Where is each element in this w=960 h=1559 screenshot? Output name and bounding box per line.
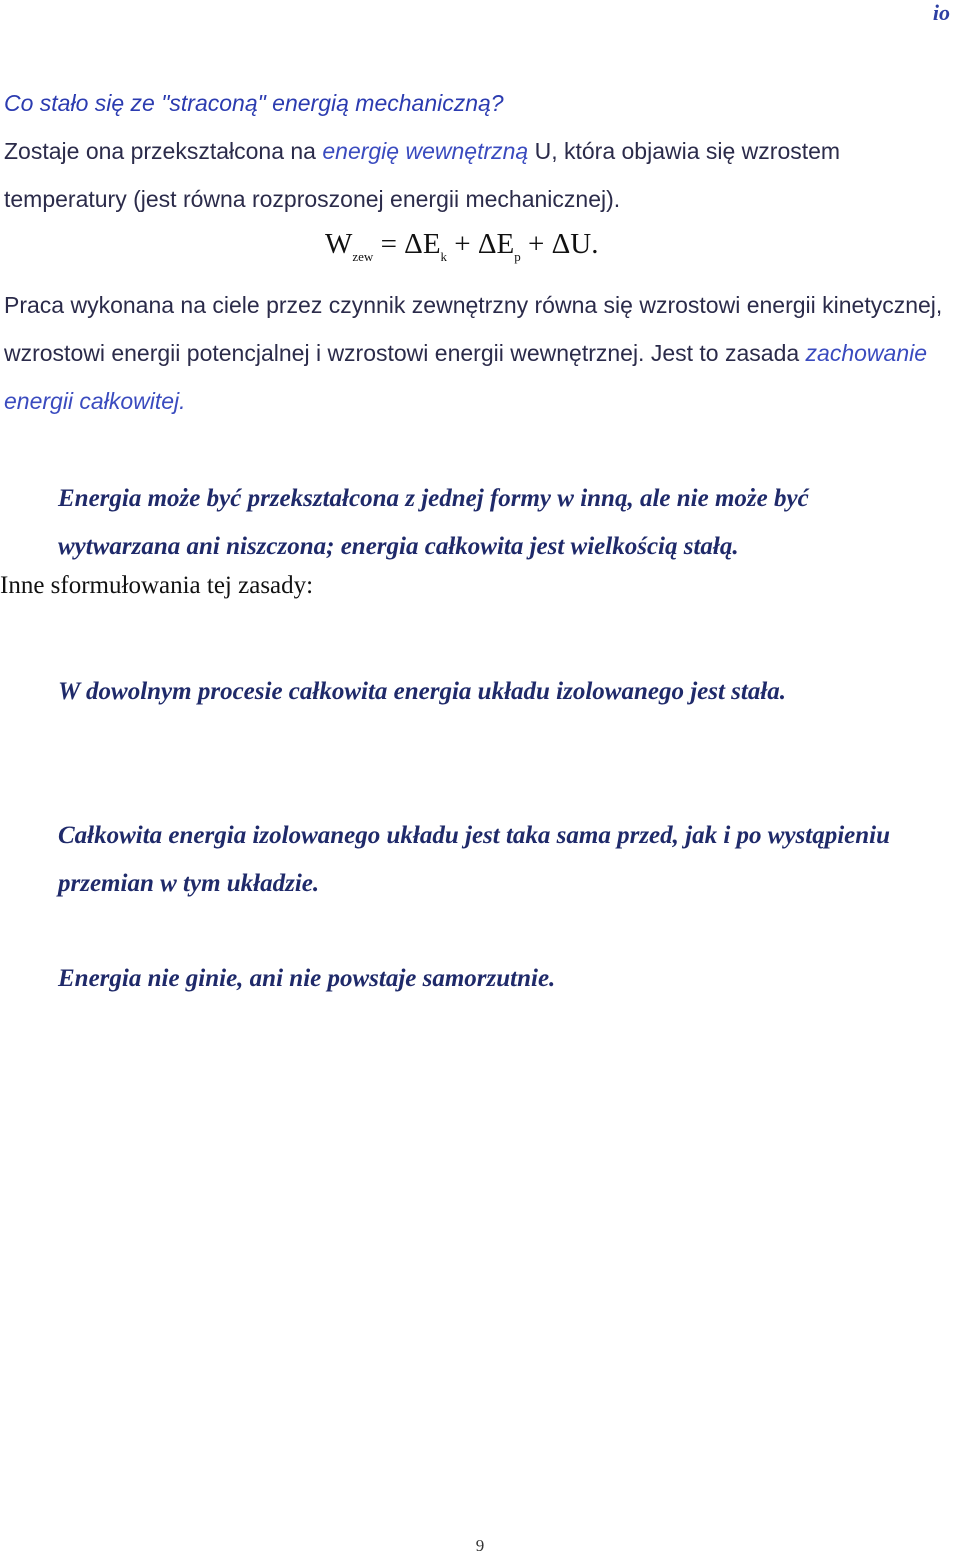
p2-text-italic: zachowanie energii całkowitej. <box>4 340 928 414</box>
question-heading: Co stało się ze "straconą" energią mechaniczną? <box>4 90 504 116</box>
formula-plus1: + ΔE <box>447 228 515 260</box>
paragraph-internal-energy <box>4 127 954 223</box>
paragraph-work-energy <box>4 281 954 425</box>
formulation-2: Całkowita energia izolowanego układu jest taka sama przed, jak i po wystąpieniu przemian w tym układzie. <box>58 822 891 897</box>
p1-text-c: U, która objawia się wzrostem temperatury (jest równa rozproszonej energii mechanicznej). <box>4 138 841 212</box>
header-logo: io <box>932 0 950 25</box>
formula-sub-k: k <box>440 249 448 264</box>
formula-w: W <box>325 228 353 260</box>
page-number: 9 <box>475 1536 485 1555</box>
p2-text-a: Praca wykonana na ciele przez czynnik zewnętrzny równa się wzrostowi energii kinetycznej, wzrostowi energii potencjalnej i wzrostowi energii wewnętrznej. Jest to zasada <box>4 292 943 366</box>
formula-sub-p: p <box>514 249 521 264</box>
formulation-3: Energia nie ginie, ani nie powstaje samorzutnie. <box>58 965 556 992</box>
other-formulations-label: Inne sformułowania tej zasady: <box>0 572 314 599</box>
formula-eq: = ΔE <box>373 228 441 260</box>
principle-statement: Energia może być przekształcona z jednej formy w inną, ale nie może być wytwarzana ani niszczona; energia całkowita jest wielkością stałą. <box>58 485 809 560</box>
formula-sub-zew: zew <box>352 249 374 264</box>
p1-text-a: Zostaje ona przekształcona na <box>4 138 323 164</box>
formulation-1: W dowolnym procesie całkowita energia układu izolowanego jest stała. <box>58 678 787 705</box>
formula-plus2: + ΔU. <box>520 228 599 260</box>
energy-equation <box>325 228 598 265</box>
p1-text-italic: energię wewnętrzną <box>322 138 529 164</box>
